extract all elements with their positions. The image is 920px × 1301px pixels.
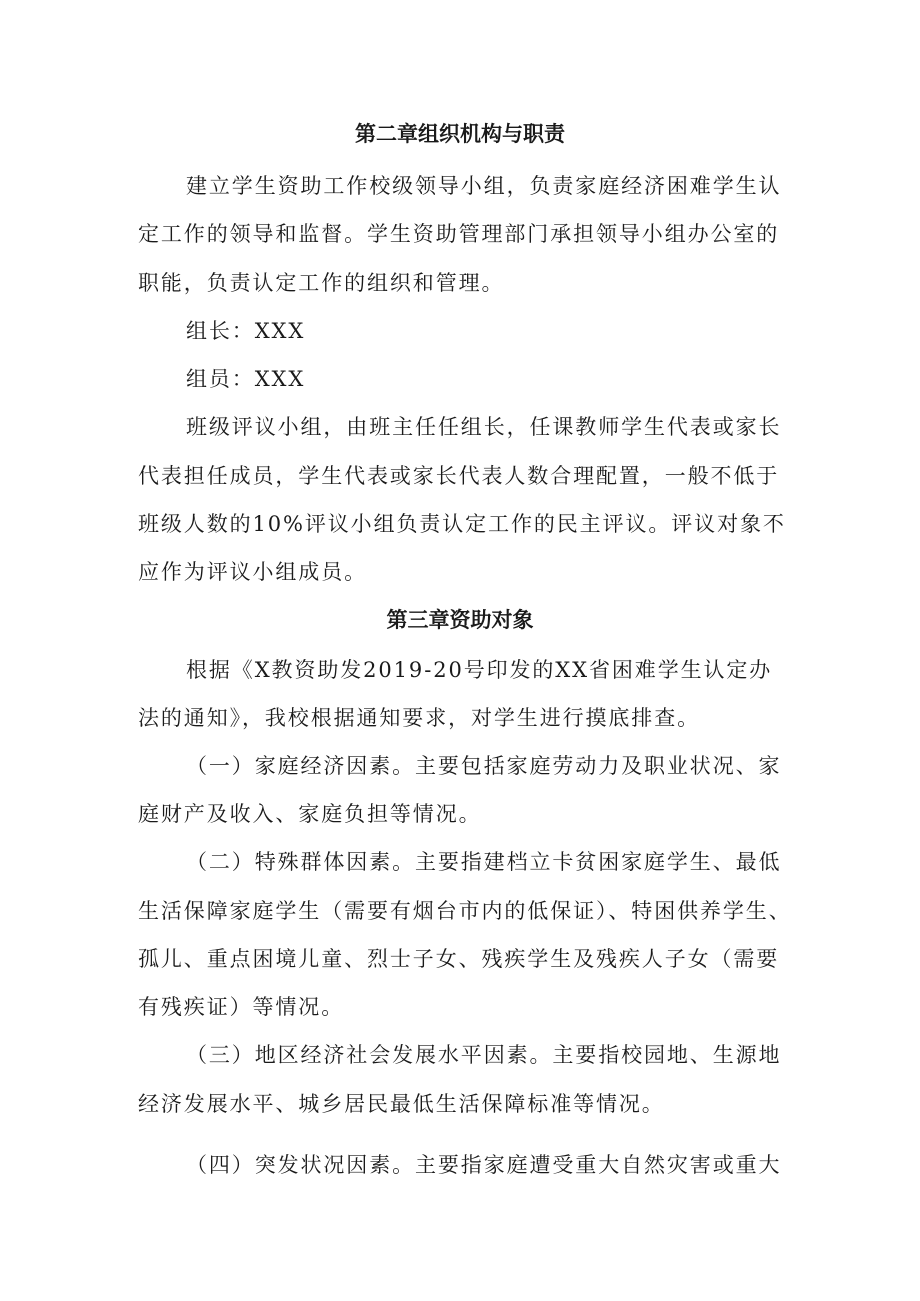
paragraph-line: 代表担任成员，学生代表或家长代表人数合理配置，一般不低于 [138,464,780,488]
paragraph-line: 班级评议小组，由班主任任组长，任课教师学生代表或家长 [186,415,782,439]
paragraph-line: 班级人数的10%评议小组负责认定工作的民主评议。评议对象不 [138,512,786,536]
paragraph-line: （二）特殊群体因素。主要指建档立卡贫困家庭学生、最低 [186,850,782,874]
paragraph-line: 庭财产及收入、家庭负担等情况。 [138,802,482,826]
paragraph-line: 孤儿、重点困境儿童、烈士子女、残疾学生及残疾人子女（需要 [138,947,780,971]
paragraph-line: 根据《X教资助发2019-20号印发的XX省困难学生认定办 [186,658,773,682]
paragraph-line: 应作为评议小组成员。 [138,560,367,584]
paragraph-line: （四）突发状况因素。主要指家庭遭受重大自然灾害或重大 [186,1153,782,1177]
paragraph-line: 法的通知》，我校根据通知要求，对学生进行摸底排查。 [138,706,700,730]
chapter3-title: 第三章资助对象 [386,608,534,632]
paragraph-line: （一）家庭经济因素。主要包括家庭劳动力及职业状况、家 [186,754,782,778]
paragraph-line: （三）地区经济社会发展水平因素。主要指校园地、生源地 [186,1043,782,1067]
paragraph-line: 有残疾证）等情况。 [138,995,345,1019]
paragraph-line: 定工作的领导和监督。学生资助管理部门承担领导小组办公室的 [138,222,780,246]
member-line: 组员：XXX [186,367,306,391]
paragraph-line: 职能，负责认定工作的组织和管理。 [138,271,505,295]
paragraph-line: 建立学生资助工作校级领导小组，负责家庭经济困难学生认 [186,174,782,198]
paragraph-line: 经济发展水平、城乡居民最低生活保障标准等情况。 [138,1092,665,1116]
paragraph-line: 生活保障家庭学生（需要有烟台市内的低保证）、特困供养学生、 [138,899,792,923]
chapter2-title: 第二章组织机构与职责 [355,122,565,146]
leader-line: 组长：XXX [186,319,306,343]
